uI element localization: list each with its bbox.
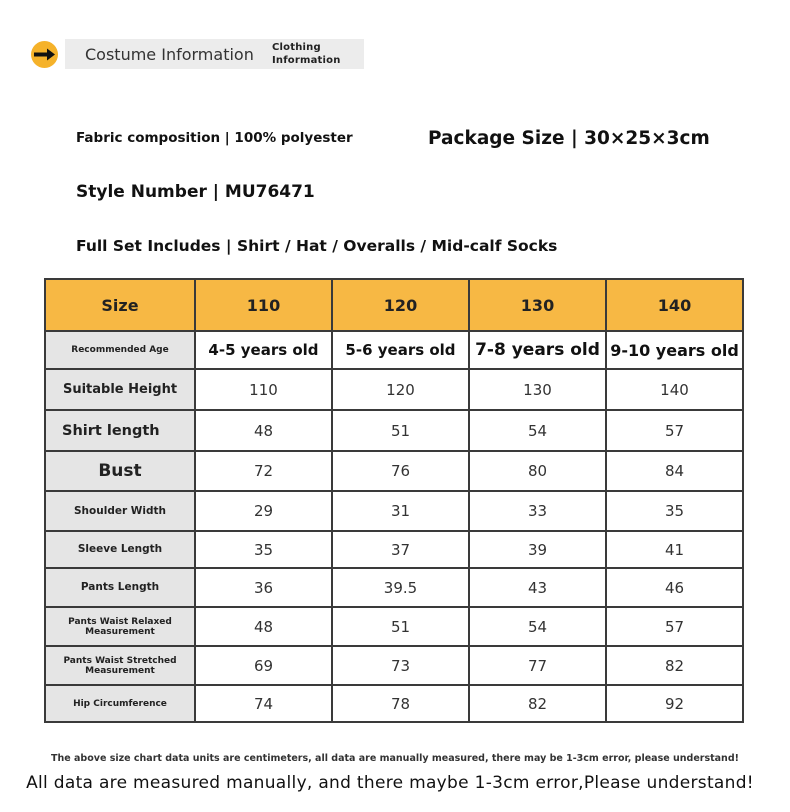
table-row: [45, 451, 743, 491]
table-cell: 130: [469, 369, 606, 410]
table-cell: 82: [469, 685, 606, 722]
table-cell: 74: [195, 685, 332, 722]
row-label: Hip Circumference: [45, 685, 195, 722]
table-cell: 37: [332, 531, 469, 568]
row-label: Suitable Height: [45, 369, 195, 410]
footnote-large: All data are measured manually, and there maybe 1-3cm error,Please understand!: [26, 773, 754, 793]
table-cell: 46: [606, 568, 743, 607]
row-label: Recommended Age: [45, 331, 195, 369]
table-cell: 69: [195, 646, 332, 685]
table-row: [45, 685, 743, 722]
table-cell: 31: [332, 491, 469, 531]
row-label: Shirt length: [45, 410, 195, 451]
table-cell: 39: [469, 531, 606, 568]
table-cell: 33: [469, 491, 606, 531]
table-cell: 54: [469, 410, 606, 451]
table-cell: 9-10 years old: [606, 331, 743, 369]
table-row: [45, 331, 743, 369]
row-label: Pants Waist Stretched Measurement: [45, 646, 195, 685]
table-cell: 140: [606, 369, 743, 410]
table-cell: 77: [469, 646, 606, 685]
style-number: Style Number | MU76471: [76, 182, 315, 202]
size-header-label: Size: [45, 279, 195, 331]
package-size: Package Size | 30×25×3cm: [428, 128, 710, 149]
table-row: [45, 491, 743, 531]
table-cell: 78: [332, 685, 469, 722]
header-subtitle: Clothing Information: [272, 42, 341, 66]
table-cell: 4-5 years old: [195, 331, 332, 369]
table-row: [45, 607, 743, 646]
row-label: Shoulder Width: [45, 491, 195, 531]
table-cell: 51: [332, 607, 469, 646]
size-header-cell: 140: [606, 279, 743, 331]
row-label: Pants Length: [45, 568, 195, 607]
table-row: [45, 369, 743, 410]
row-label: Bust: [45, 451, 195, 491]
size-chart-table: [44, 278, 744, 723]
table-cell: 35: [606, 491, 743, 531]
table-cell: 84: [606, 451, 743, 491]
header-title: Costume Information: [85, 45, 254, 64]
table-cell: 76: [332, 451, 469, 491]
table-cell: 7-8 years old: [469, 331, 606, 369]
table-cell: 35: [195, 531, 332, 568]
table-row: [45, 568, 743, 607]
table-cell: 80: [469, 451, 606, 491]
size-header-cell: 130: [469, 279, 606, 331]
table-header-row: [45, 279, 743, 331]
table-row: [45, 531, 743, 568]
table-cell: 57: [606, 607, 743, 646]
table-cell: 48: [195, 607, 332, 646]
table-cell: 51: [332, 410, 469, 451]
fabric-composition: Fabric composition | 100% polyester: [76, 130, 353, 146]
table-cell: 43: [469, 568, 606, 607]
footnote-small: The above size chart data units are centimeters, all data are manually measured, there may be 1-3cm error, please understand!: [51, 753, 739, 764]
table-cell: 120: [332, 369, 469, 410]
table-cell: 39.5: [332, 568, 469, 607]
table-cell: 5-6 years old: [332, 331, 469, 369]
row-label: Sleeve Length: [45, 531, 195, 568]
table-cell: 82: [606, 646, 743, 685]
size-header-cell: 120: [332, 279, 469, 331]
table-cell: 41: [606, 531, 743, 568]
arrow-right-icon: [31, 41, 58, 68]
table-cell: 57: [606, 410, 743, 451]
size-header-cell: 110: [195, 279, 332, 331]
table-row: [45, 410, 743, 451]
table-row: [45, 646, 743, 685]
table-cell: 110: [195, 369, 332, 410]
table-cell: 48: [195, 410, 332, 451]
table-cell: 92: [606, 685, 743, 722]
full-set-includes: Full Set Includes | Shirt / Hat / Overalls / Mid-calf Socks: [76, 237, 558, 255]
table-cell: 54: [469, 607, 606, 646]
table-cell: 36: [195, 568, 332, 607]
table-cell: 72: [195, 451, 332, 491]
table-cell: 73: [332, 646, 469, 685]
row-label: Pants Waist Relaxed Measurement: [45, 607, 195, 646]
table-cell: 29: [195, 491, 332, 531]
